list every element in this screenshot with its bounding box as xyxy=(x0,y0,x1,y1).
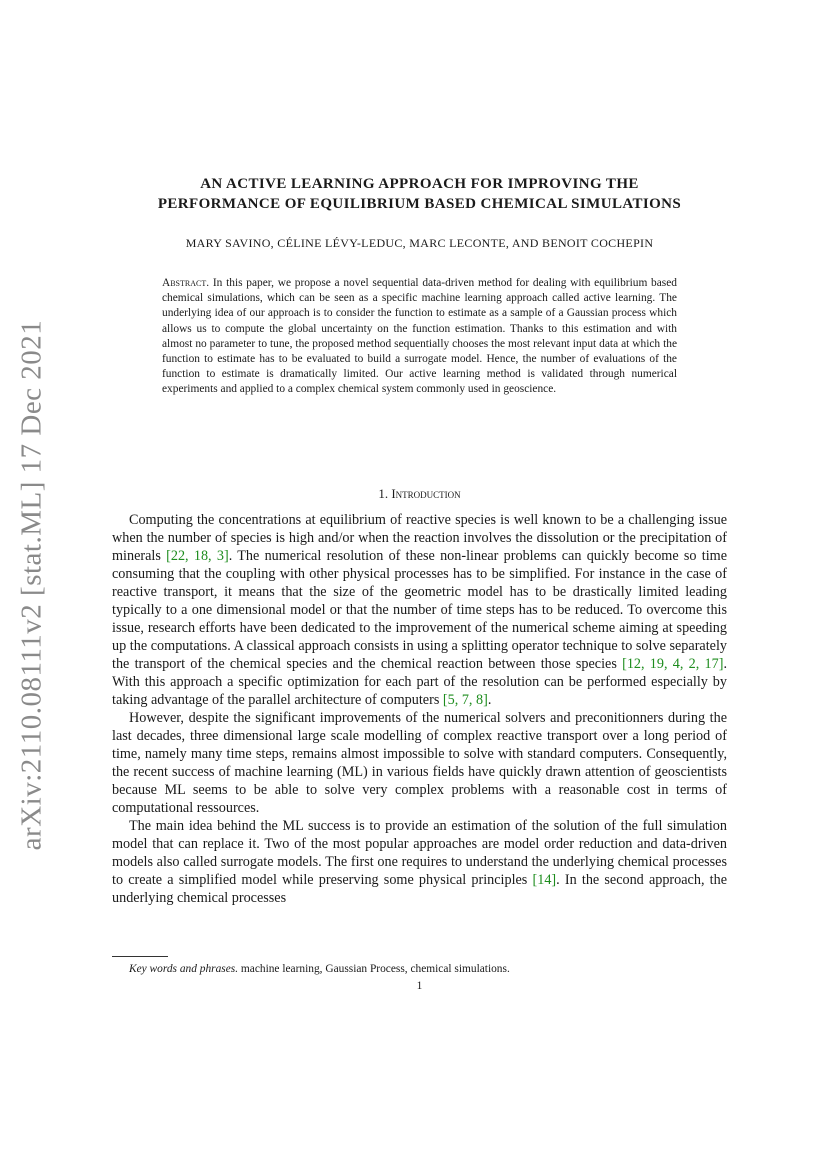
paragraph-3 xyxy=(112,817,727,907)
text-run: The main idea behind the ML success is to provide an estimation of the solution of the full simulation model that can replace it. Two of the most popular approaches are model order reduction and data-driven models also called surrogate models. The first one requires to understand the underlying chemical processes to create a simplified model while preserving some physical principles xyxy=(112,818,727,888)
citation-link[interactable]: [14] xyxy=(532,872,557,888)
title-line-2: PERFORMANCE OF EQUILIBRIUM BASED CHEMICAL SIMULATIONS xyxy=(157,196,682,212)
text-run: . xyxy=(487,692,492,708)
author-list: MARY SAVINO, CÉLINE LÉVY-LEDUC, MARC LECONTE, AND BENOIT COCHEPIN xyxy=(185,236,654,250)
abstract xyxy=(162,276,677,398)
section-title: Introduction xyxy=(391,486,461,501)
footnote xyxy=(129,963,729,975)
page-number: 1 xyxy=(416,980,423,992)
citation-link[interactable]: [12, 19, 4, 2, 17] xyxy=(622,656,724,672)
citation-link[interactable]: [5, 7, 8] xyxy=(442,692,488,708)
text-run: . In the second approach, the underlying chemical processes xyxy=(112,872,727,906)
text-run: . With this approach a specific optimization for each part of the resolution can be performed especially by taking advantage of the parallel architecture of computers xyxy=(112,656,727,708)
paper-page xyxy=(112,0,727,1171)
citation-link[interactable]: [22, 18, 3] xyxy=(166,548,229,564)
keywords: machine learning, Gaussian Process, chemical simulations. xyxy=(238,963,510,975)
body-text xyxy=(112,511,727,907)
abstract-label: Abstract. xyxy=(162,277,210,289)
text-run: . The numerical resolution of these non-linear problems can quickly become so time consuming that the coupling with other physical processes has to be simplified. For instance in the case of reactive transport, it means that the size of the geometric model has to be drastically limited leading typically to a one dimensional model or that the number of time steps has to be reduced. To overcome this issue, research efforts have been dedicated to the improvement of the numerical scheme aiming at speeding up the computations. A classical approach consists in using a splitting operator technique to solve separately the transport of the chemical species and the chemical reaction between those species xyxy=(112,548,727,672)
arxiv-identifier-stamp: arXiv:2110.08111v2 [stat.ML] 17 Dec 2021 xyxy=(15,319,48,851)
text-run: Computing the concentrations at equilibrium of reactive species is well known to be a challenging issue when the number of species is high and/or when the reaction involves the dissolution or the precipitation of minerals xyxy=(112,512,727,564)
title-line-1: AN ACTIVE LEARNING APPROACH FOR IMPROVING THE xyxy=(200,176,639,192)
section-heading xyxy=(112,486,727,502)
paper-title xyxy=(112,174,727,214)
paragraph-1 xyxy=(112,511,727,709)
section-number: 1. xyxy=(378,486,389,501)
abstract-text: In this paper, we propose a novel sequential data-driven method for dealing with equilibrium based chemical simulations, which can be seen as a specific machine learning approach called active learning. The underlying idea of our approach is to consider the function to estimate as a sample of a Gaussian process which allows us to compute the global uncertainty on the function estimation. Thanks to this estimation and with almost no parameter to tune, the proposed method sequentially chooses the most relevant input data at which the function to estimate has to be evaluated to build a surrogate model. Hence, the number of evaluations of the function to estimate is dramatically limited. Our active learning method is validated through numerical experiments and applied to a complex chemical system commonly used in geoscience. xyxy=(162,277,677,396)
footnote-rule xyxy=(112,956,168,957)
keywords-label: Key words and phrases. xyxy=(129,963,239,975)
paragraph-2: However, despite the significant improvements of the numerical solvers and preconitionners during the last decades, three dimensional large scale modelling of complex reactive transport over a long period of time, namely many time steps, remains almost impossible to solve with standard computers. Consequently, the recent success of machine learning (ML) in various fields have quickly drawn attention of geoscientists because ML seems to be able to solve very complex problems with a reasonable cost in terms of computational ressources. xyxy=(112,710,727,816)
